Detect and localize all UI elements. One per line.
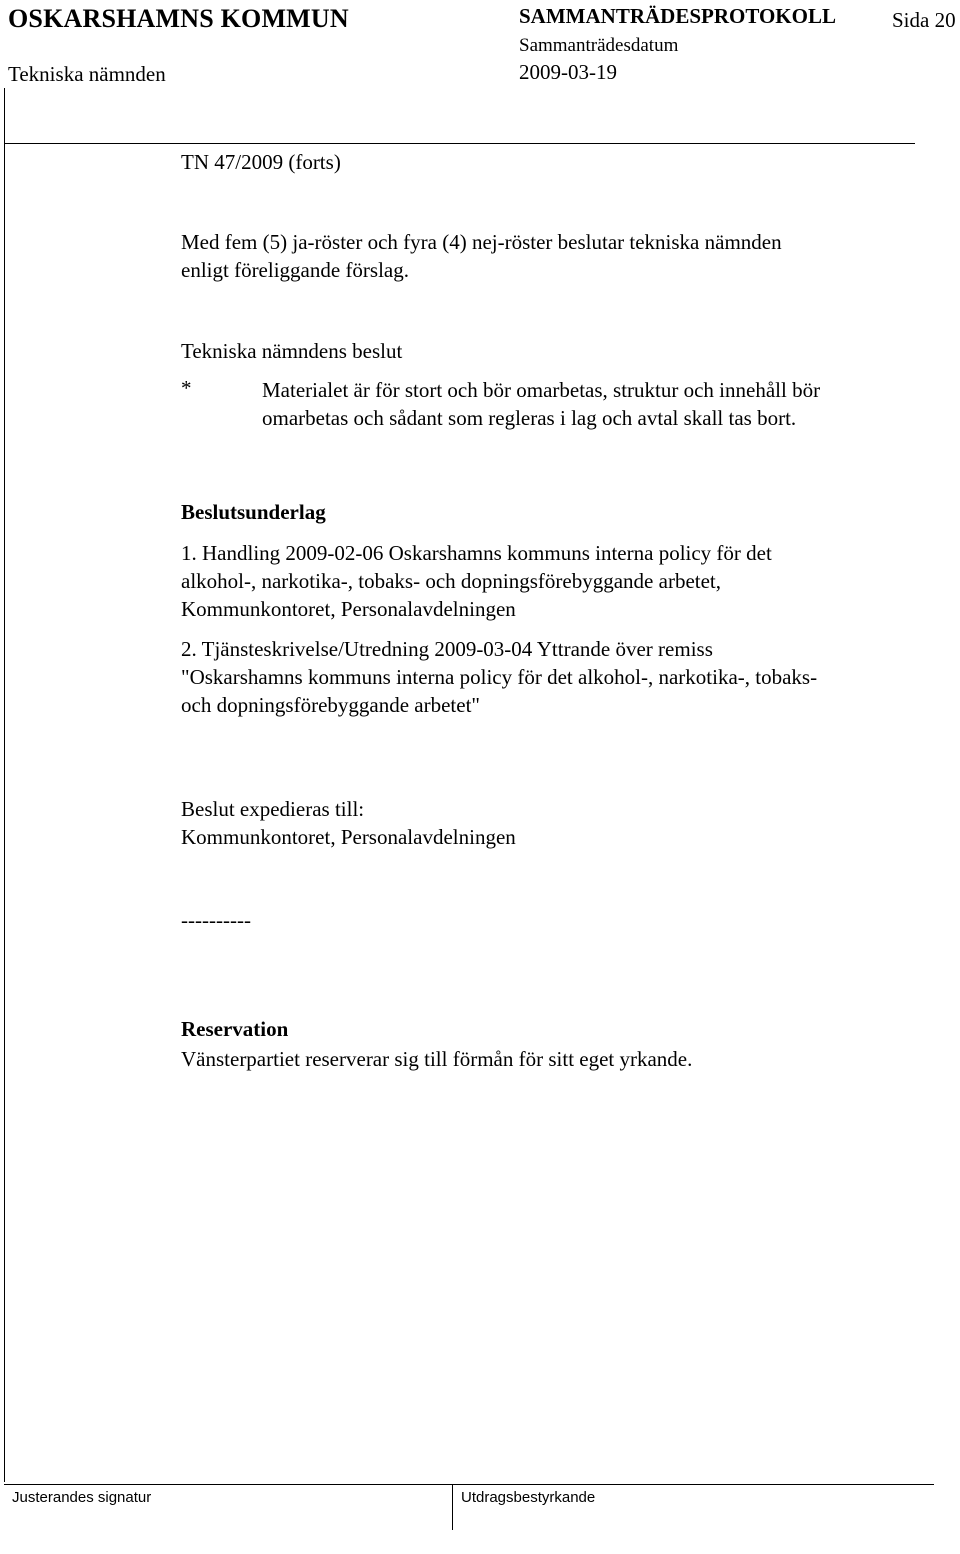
decision-line-1: Materialet är för stort och bör omarbetas, struktur och innehåll bör — [262, 378, 821, 402]
section-separator: ---------- — [181, 908, 251, 932]
basis-item-2-line-1: 2. Tjänsteskrivelse/Utredning 2009-03-04 Yttrande över remiss — [181, 637, 713, 661]
vote-line-1: Med fem (5) ja-röster och fyra (4) nej-röster beslutar tekniska nämnden — [181, 230, 782, 254]
footer-divider — [4, 1484, 934, 1485]
dispatch-recipient: Kommunkontoret, Personalavdelningen — [181, 825, 516, 849]
organization-name: OSKARSHAMNS KOMMUN — [8, 4, 349, 33]
committee-name: Tekniska nämnden — [8, 62, 166, 86]
header-divider — [4, 143, 915, 144]
vote-line-2: enligt föreliggande förslag. — [181, 258, 410, 282]
vote-paragraph — [181, 228, 921, 284]
basis-item-2 — [181, 635, 921, 719]
decision-text — [262, 376, 922, 432]
footer-column-divider — [452, 1484, 453, 1530]
basis-item-2-line-3: och dopningsförebyggande arbetet" — [181, 693, 480, 717]
basis-item-1-line-2: alkohol-, narkotika-, tobaks- och dopningsförebyggande arbetet, — [181, 569, 722, 593]
reservation-text: Vänsterpartiet reserverar sig till förmån för sitt eget yrkande. — [181, 1047, 693, 1071]
dispatch-label: Beslut expedieras till: — [181, 797, 365, 821]
signature-label: Justerandes signatur — [12, 1489, 152, 1506]
case-reference: TN 47/2009 (forts) — [181, 150, 341, 174]
decision-line-2: omarbetas och sådant som regleras i lag och avtal skall tas bort. — [262, 406, 797, 430]
basis-item-1-line-3: Kommunkontoret, Personalavdelningen — [181, 597, 516, 621]
certification-label: Utdragsbestyrkande — [461, 1489, 596, 1506]
decision-heading: Tekniska nämndens beslut — [181, 339, 403, 363]
meeting-date-value: 2009-03-19 — [519, 60, 617, 84]
basis-item-2-line-2: "Oskarshamns kommuns interna policy för det alkohol-, narkotika-, tobaks- — [181, 665, 818, 689]
reservation-heading: Reservation — [181, 1017, 289, 1041]
decision-bullet: * — [181, 376, 192, 400]
document-type: SAMMANTRÄDESPROTOKOLL — [519, 4, 836, 28]
meeting-date-label: Sammanträdesdatum — [519, 35, 679, 56]
basis-heading: Beslutsunderlag — [181, 500, 326, 524]
basis-item-1-line-1: 1. Handling 2009-02-06 Oskarshamns kommuns interna policy för det — [181, 541, 772, 565]
page-number: Sida 20 — [892, 8, 956, 32]
left-margin-line — [4, 88, 5, 1482]
basis-item-1 — [181, 539, 921, 623]
